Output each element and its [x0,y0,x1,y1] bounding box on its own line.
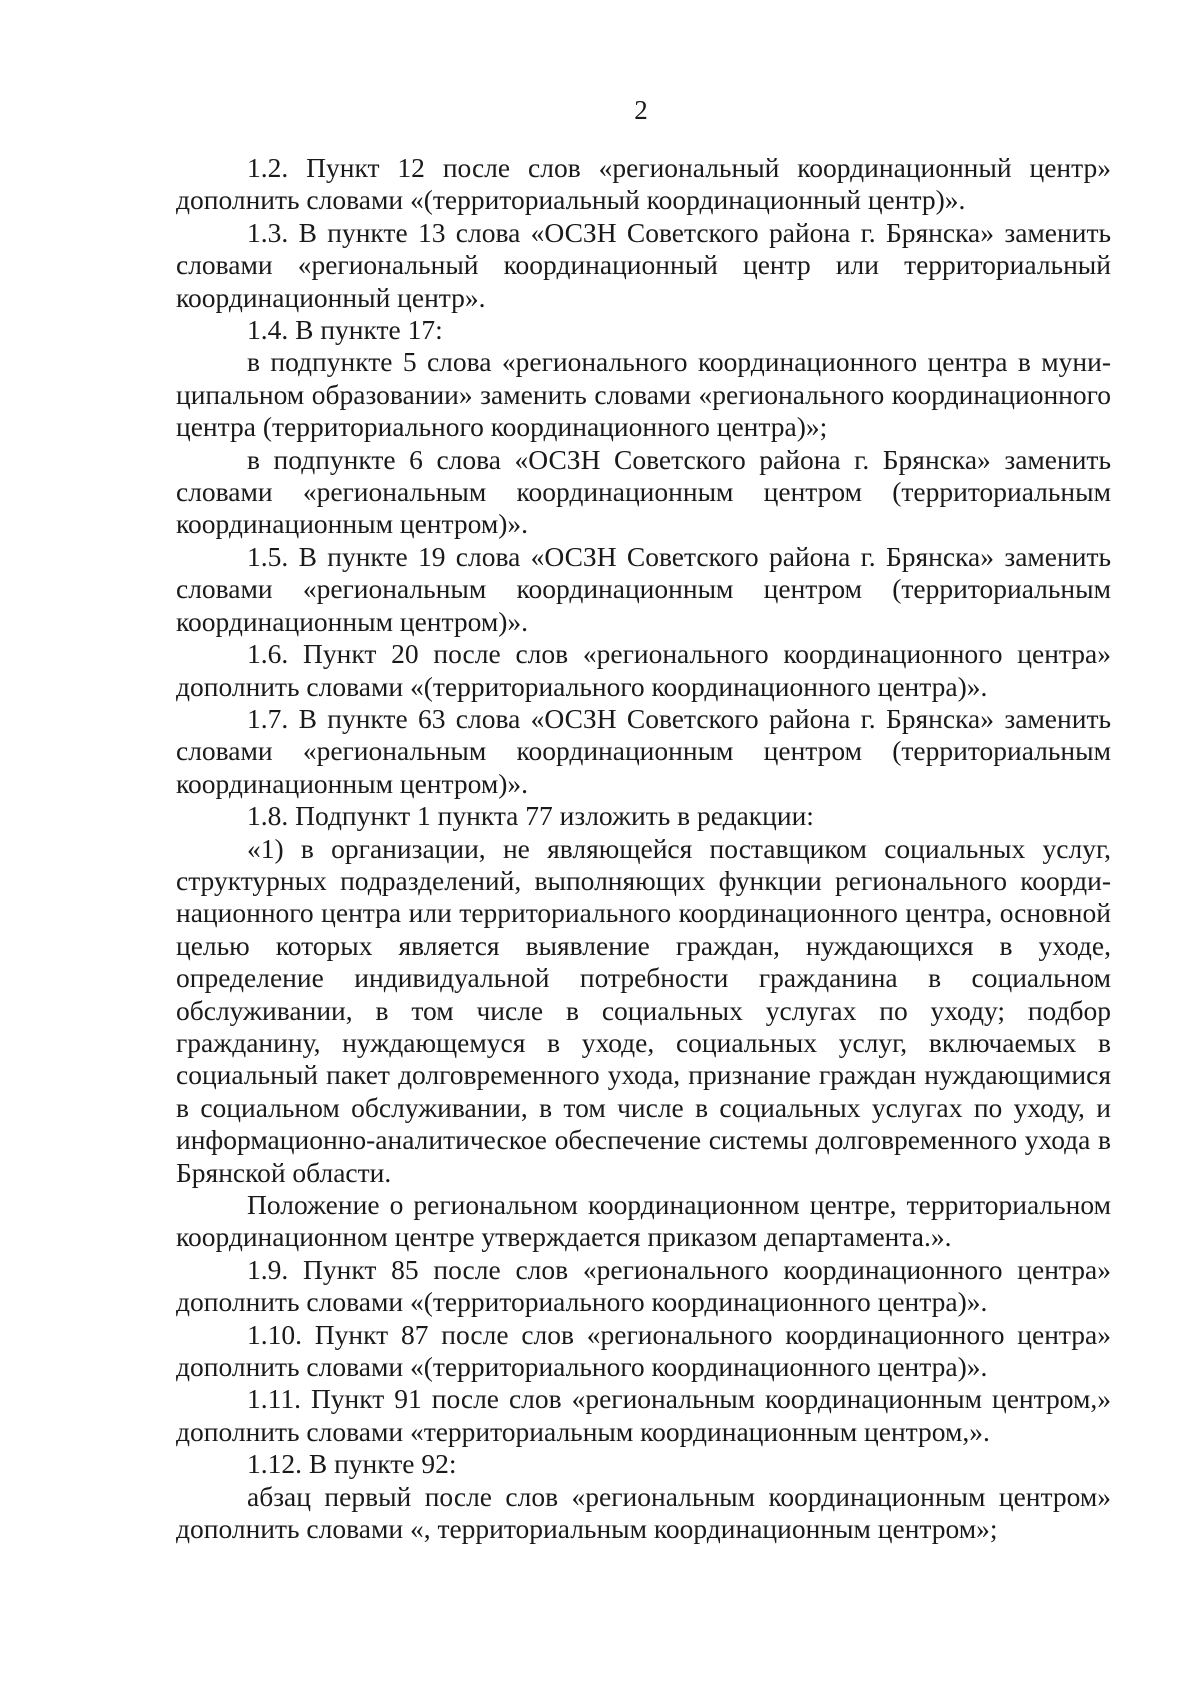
paragraph-1-8-quoted-regulation: Положение о региональном координационном центре, территориальном координационном центре утверждается приказом департамента.». [176,1189,1111,1253]
paragraph-1-11: 1.11. Пункт 91 после слов «региональным координационным центром,» дополнить словами «территориальным координационным центром,». [176,1383,1111,1447]
paragraph-1-2: 1.2. Пункт 12 после слов «региональный координационный центр» дополнить словами «(территориальный координационный центр)». [176,152,1111,216]
paragraph-1-8-quoted-subitem-1: «1) в организации, не являющейся поставщиком социальных услуг, структурных подразделений, выполняющих функции регионального координационного центра или территориального координационного центра, основной целью которых является выявление граждан, нуждающихся в уходе, определение индивидуальной потребности гражданина в социальном обслуживании, в том числе в социальных услугах по уходу; подбор гражданину, нуждающемуся в уходе, социальных услуг, включаемых в социальный пакет долговременного ухода, признание граждан нуждающимися в социальном обслуживании, в том числе в социальных услугах по уходу, и информационно-аналитическое обеспечение системы долговременного ухода в Брянской области. [176,832,1111,1188]
paragraph-1-3: 1.3. В пункте 13 слова «ОСЗН Советского района г. Брянска» заменить словами «региональный координационный центр или территориальный координационный центр». [176,216,1111,313]
paragraph-1-4: 1.4. В пункте 17: [247,314,443,346]
paragraph-1-7: 1.7. В пункте 63 слова «ОСЗН Советского района г. Брянска» заменить словами «региональным координационным центром (территориальным координационным центром)». [176,702,1111,799]
paragraph-1-10: 1.10. Пункт 87 после слов «регионального координационного центра» дополнить словами «(территориального координационного центра)». [176,1318,1111,1383]
page-number: 2 [634,95,648,125]
paragraph-1-6: 1.6. Пункт 20 после слов «регионального координационного центра» дополнить словами «(территориального координационного центра)». [176,638,1111,702]
document-body [176,152,1111,1545]
paragraph-1-4-subitem-6: в подпункте 6 слова «ОСЗН Советского района г. Брянска» заменить словами «региональным координационным центром (территориальным координационным центром)». [176,443,1111,540]
paragraph-1-12-first-clause: абзац первый после слов «региональным координационным центром» дополнить словами «, территориальным координационным центром»; [176,1480,1111,1545]
paragraph-1-5: 1.5. В пункте 19 слова «ОСЗН Советского района г. Брянска» заменить словами «региональным координационным центром (территориальным координационным центром)». [176,540,1111,637]
paragraph-1-9: 1.9. Пункт 85 после слов «регионального координационного центра» дополнить словами «(территориального координационного центра)». [176,1253,1111,1318]
paragraph-1-8: 1.8. Подпункт 1 пункта 77 изложить в редакции: [247,800,814,832]
paragraph-1-12: 1.12. В пункте 92: [247,1448,457,1480]
paragraph-1-4-subitem-5: в подпункте 5 слова «регионального координационного центра в муниципальном образовании» заменить словами «регионального координационного центра (территориального координационного центра)»; [176,346,1111,443]
